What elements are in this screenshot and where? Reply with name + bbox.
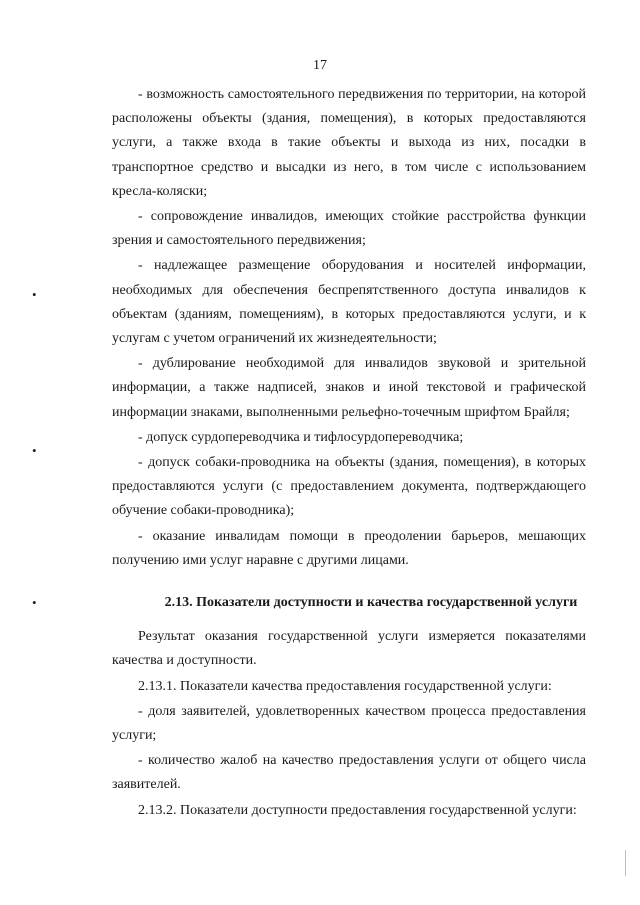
paragraph: 2.13.1. Показатели качества предоставления государственной услуги:: [138, 678, 552, 694]
page-number: 17: [313, 58, 327, 73]
margin-mark: •: [32, 443, 37, 458]
paragraph: - дублирование необходимой для инвалидов звуковой и зрительной информации, а также надписей, знаков и иной текстовой и графической информации знаками, выполненными рельефно-точечным шрифтом Брайля;: [112, 356, 586, 420]
paragraph: - надлежащее размещение оборудования и носителей информации, необходимых для обеспечения беспрепятственного доступа инвалидов к объектам (зданиям, помещениям), в которых предоставляются услуги, и к услугам с учетом ограничений их жизнедеятельности;: [112, 258, 586, 347]
paragraph: - сопровождение инвалидов, имеющих стойкие расстройства функции зрения и самостоятельного передвижения;: [112, 209, 586, 249]
paragraph: - допуск собаки-проводника на объекты (здания, помещения), в которых предоставляются услуги (с предоставлением документа, подтверждающего обучение собаки-проводника);: [112, 455, 586, 519]
paragraph: - допуск сурдопереводчика и тифлосурдопереводчика;: [138, 429, 464, 445]
paragraph: - возможность самостоятельного передвижения по территории, на которой расположены объекты (здания, помещения), в которых предоставляются услуги, а также входа в такие объекты и выхода из них, посадки в транспортное средство и высадки из него, в том числе с использованием кресла-коляски;: [112, 87, 586, 199]
paragraph: - доля заявителей, удовлетворенных качеством процесса предоставления услуги;: [112, 703, 586, 744]
margin-mark: •: [32, 287, 37, 302]
document-body: [112, 83, 586, 823]
paragraph: Результат оказания государственной услуги измеряется показателями качества и доступности.: [112, 629, 586, 669]
scan-edge-line: [625, 850, 626, 876]
margin-mark: •: [32, 595, 37, 610]
paragraph: - оказание инвалидам помощи в преодолении барьеров, мешающих получению ими услуг наравне с другими лицами.: [112, 528, 586, 568]
section-heading: 2.13. Показатели доступности и качества государственной услуги: [164, 595, 578, 611]
paragraph: - количество жалоб на качество предоставления услуги от общего числа заявителей.: [112, 753, 586, 793]
paragraph: 2.13.2. Показатели доступности предоставления государственной услуги:: [138, 802, 577, 818]
